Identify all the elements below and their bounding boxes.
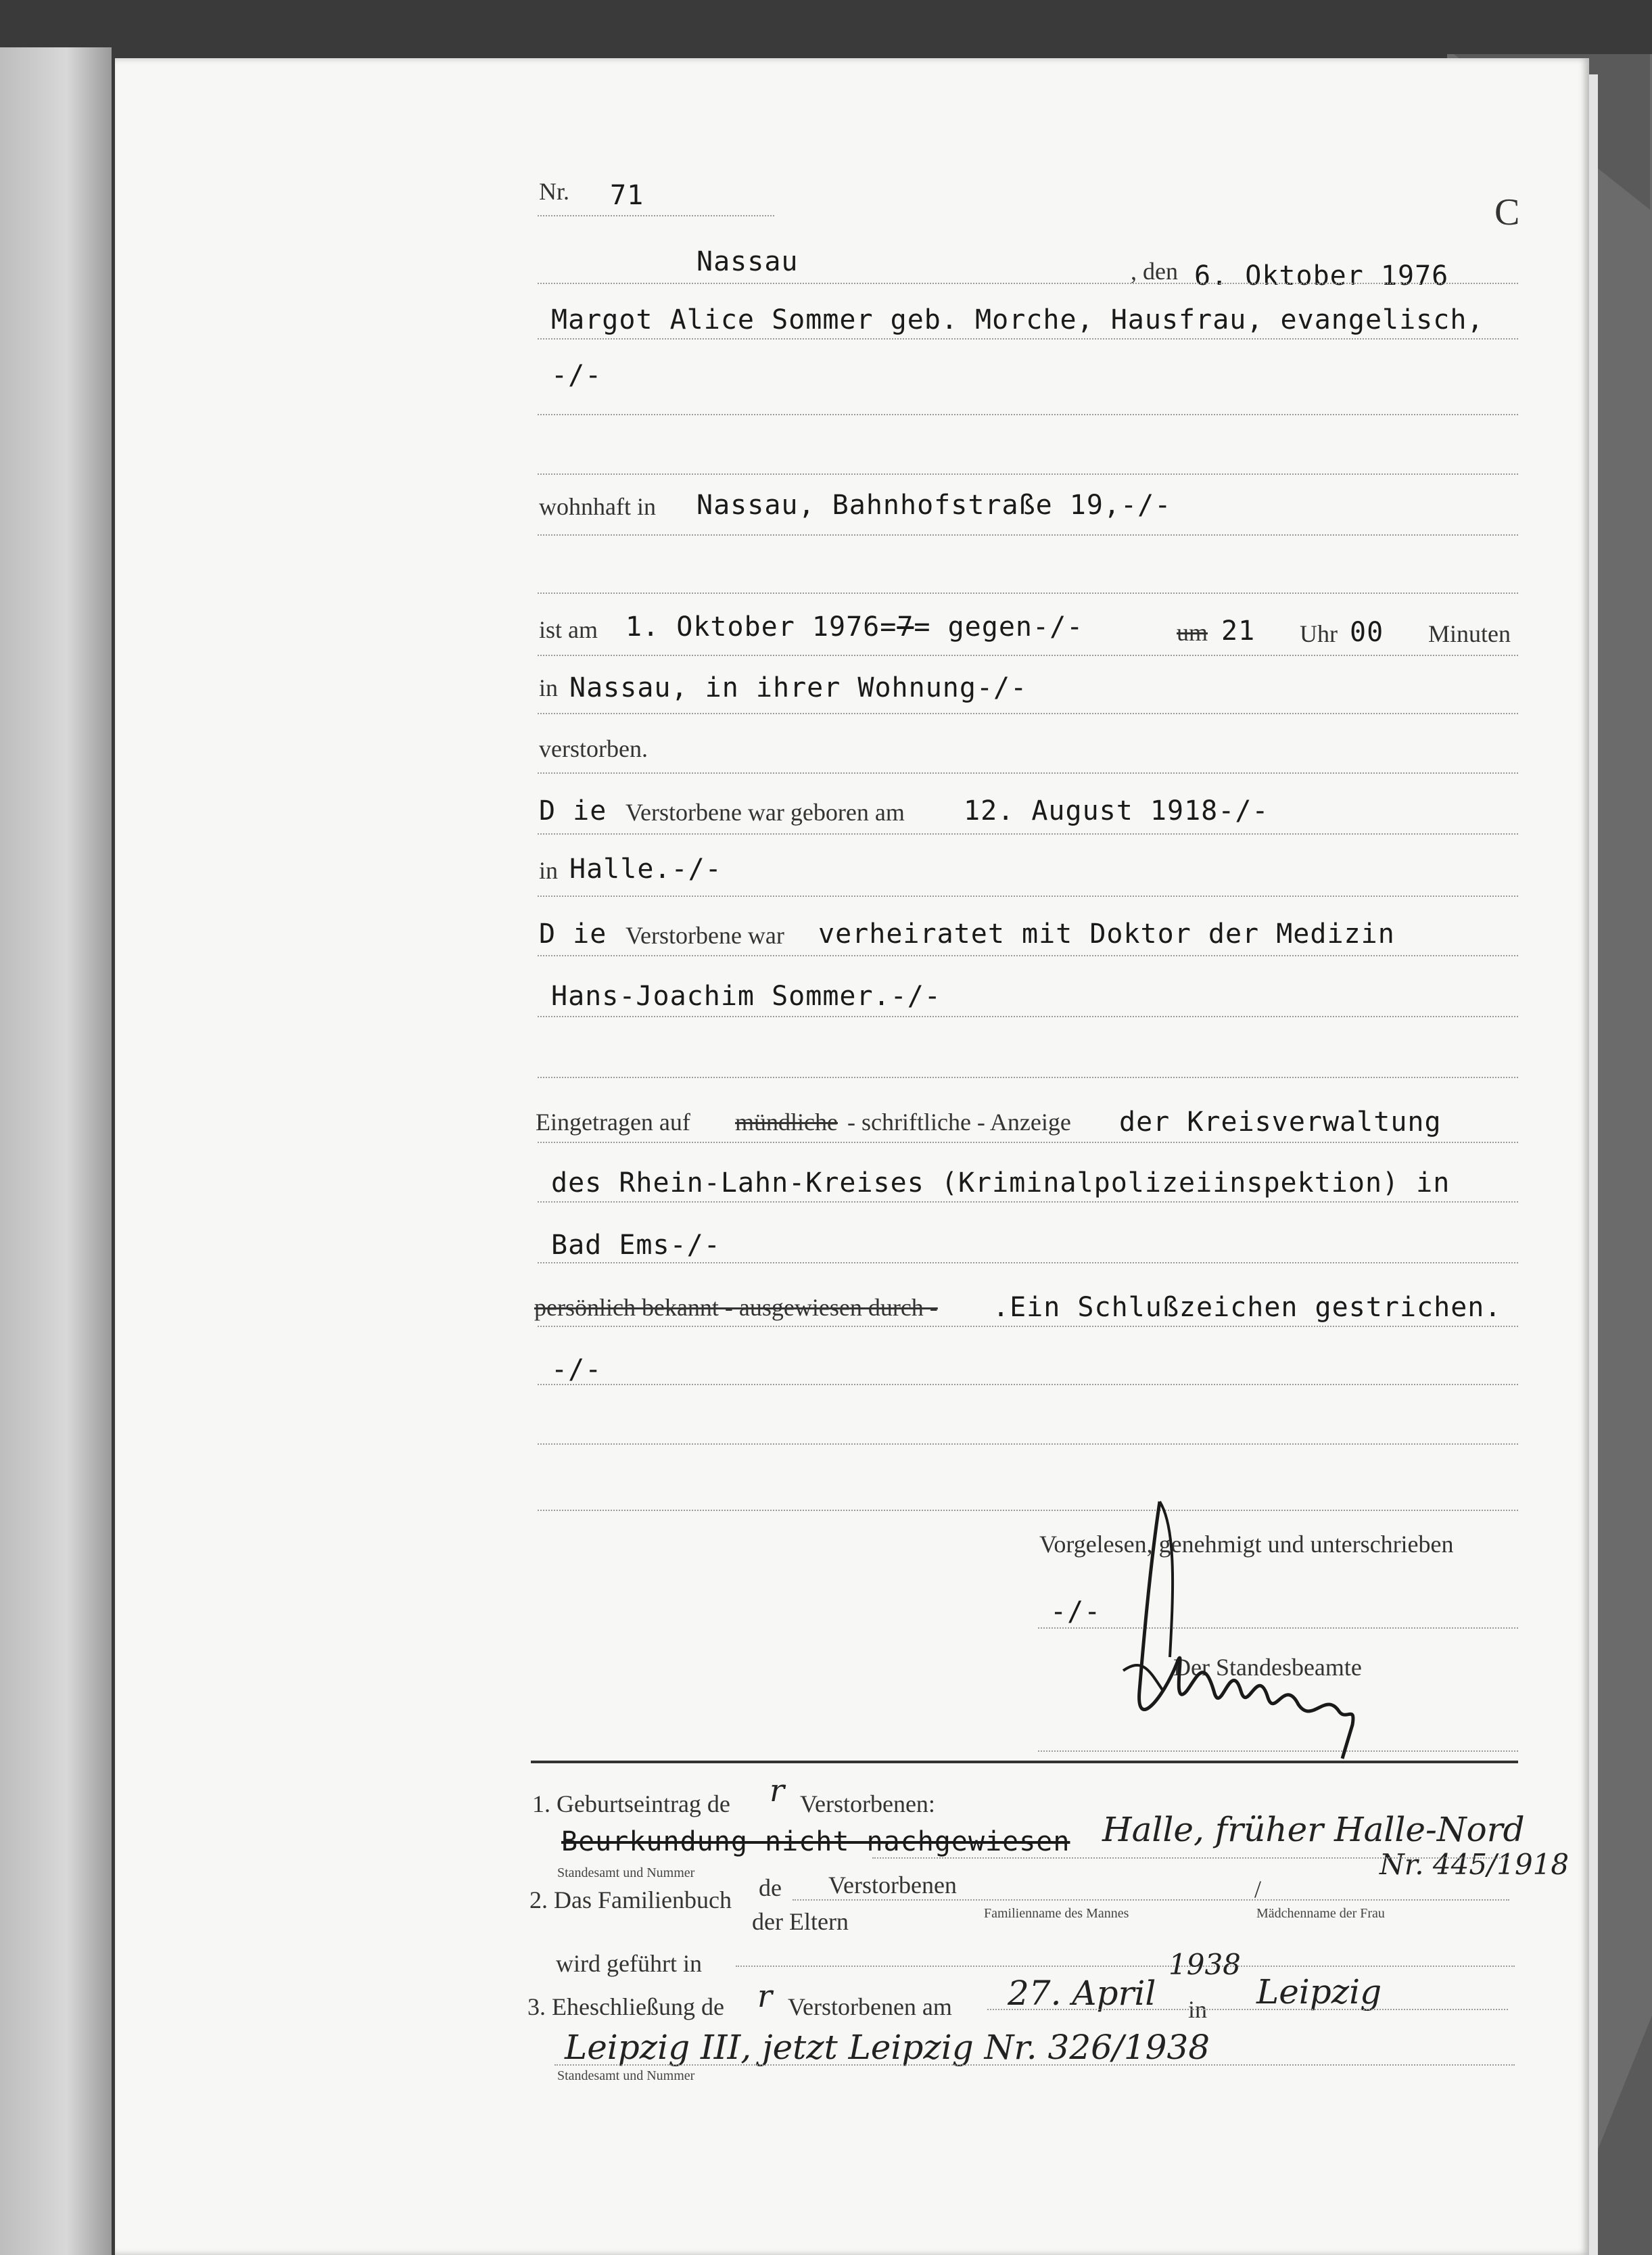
uhr-label: Uhr (1300, 620, 1338, 647)
marriage-place: Leipzig (1256, 1972, 1382, 2012)
footer-birth-register: Halle, früher Halle-Nord (1102, 1810, 1525, 1849)
rule (538, 414, 1518, 415)
spouse-line2: Hans-Joachim Sommer.-/- (551, 981, 941, 1012)
vorgelesen-label: Vorgelesen, genehmigt und unterschrieben (1039, 1531, 1454, 1558)
marriage-year: 1938 (1169, 1948, 1241, 1981)
rule (538, 1201, 1518, 1203)
section-rule (531, 1761, 1518, 1763)
geboren-label: Verstorbene war geboren am (626, 799, 905, 826)
familienname-label: Familienname des Mannes (984, 1906, 1129, 1921)
rule (538, 896, 1518, 897)
rule (538, 713, 1518, 714)
standesamt-label-2: Standesamt und Nummer (557, 2068, 695, 2083)
place: Nassau (697, 246, 799, 277)
verheiratet-label: Verstorbene war (626, 922, 784, 949)
rule (538, 338, 1518, 340)
rule (538, 1142, 1518, 1143)
footer-item3-label: 3. Eheschließung de (527, 1993, 724, 2020)
schluss-note: .Ein Schlußzeichen gestrichen. (993, 1292, 1502, 1323)
rule (987, 2009, 1508, 2010)
rule (538, 283, 1518, 284)
persoenlich-struck: persönlich bekannt - ausgewiesen durch - (534, 1294, 938, 1321)
maedchenname-label: Mädchenname der Frau (1256, 1906, 1385, 1921)
die-label-2: D ie (539, 919, 607, 950)
rule (538, 1077, 1518, 1078)
minuten-label: Minuten (1428, 620, 1511, 647)
footer-item2-label: 2. Das Familienbuch (529, 1886, 732, 1913)
standesamt-label: Standesamt und Nummer (557, 1865, 695, 1880)
ist-am-label: ist am (539, 616, 598, 643)
footer-item3-label2: Verstorbenen am (788, 1993, 952, 2020)
eingetragen-label: Eingetragen auf (536, 1109, 690, 1136)
marriage-office: Leipzig III, jetzt Leipzig Nr. 326/1938 (565, 2028, 1210, 2067)
person-line2: -/- (551, 360, 603, 391)
address: Nassau, Bahnhofstraße 19,-/- (697, 490, 1172, 521)
footer-item1-struck: Beurkundung nicht nachgewiesen (561, 1826, 1070, 1857)
rule (554, 2064, 1515, 2066)
rule (538, 1384, 1518, 1385)
birth-date: 12. August 1918-/- (964, 795, 1269, 827)
footer-item1-label: 1. Geburtseintrag de (532, 1790, 730, 1817)
rule (736, 1966, 1515, 1967)
eltern-label: der Eltern (752, 1908, 849, 1935)
record-number: 71 (610, 180, 644, 211)
record-date: 6. Oktober 1976 (1194, 260, 1449, 292)
gefuehrt-label: wird geführt in (556, 1950, 702, 1977)
nr-label: Nr. (539, 178, 569, 205)
de-label: de (759, 1874, 782, 1901)
person-line1: Margot Alice Sommer geb. Morche, Hausfrau, evangelisch, (551, 304, 1484, 335)
filler-line: -/- (551, 1354, 603, 1385)
authority-line2: des Rhein-Lahn-Kreises (Kriminalpolizeiinspektion) in (551, 1167, 1450, 1199)
verstorbenen-label: Verstorbenen (828, 1872, 957, 1899)
footer-birth-number: Nr. 445/1918 (1379, 1848, 1570, 1881)
register-page (115, 58, 1589, 2255)
in-label: in (539, 674, 559, 701)
rule (538, 534, 1518, 536)
rule (538, 1326, 1518, 1327)
schriftliche-label: - schriftliche - Anzeige (847, 1109, 1071, 1136)
birth-place: Halle.-/- (569, 854, 722, 885)
left-page (0, 47, 112, 2255)
die-label: D ie (539, 795, 607, 827)
rule (538, 1262, 1518, 1263)
rule (538, 1443, 1518, 1445)
standesbeamte-label: Der Standesbeamte (1173, 1654, 1362, 1681)
rule (538, 655, 1518, 656)
marriage-in-label: in (1188, 1996, 1208, 2023)
birth-in-label: in (539, 857, 559, 884)
footer-item1-r: r (770, 1772, 784, 1809)
name-separator: / (1254, 1876, 1262, 1903)
death-date: 1. Oktober 1976=7= gegen-/- (626, 611, 1084, 643)
spouse-line1: verheiratet mit Doktor der Medizin (818, 919, 1395, 950)
rule (793, 1899, 1509, 1901)
death-place: Nassau, in ihrer Wohnung-/- (569, 672, 1028, 703)
wohnhaft-label: wohnhaft in (539, 493, 656, 520)
death-minutes: 00 (1350, 617, 1384, 648)
muendliche-struck: mündliche (735, 1109, 838, 1136)
rule (872, 1857, 1508, 1859)
authority-line1: der Kreisverwaltung (1119, 1107, 1442, 1138)
rule (538, 955, 1518, 956)
authority-line3: Bad Ems-/- (551, 1230, 721, 1261)
rule (538, 215, 774, 216)
rule (538, 592, 1518, 594)
rule (538, 1016, 1518, 1017)
footer-item3-r: r (757, 1978, 772, 2014)
marriage-date: 27. April (1008, 1974, 1156, 2013)
rule (538, 833, 1518, 835)
den-label: , den (1131, 258, 1178, 285)
record-letter: C (1494, 191, 1520, 233)
footer-item1-label2: Verstorbenen: (800, 1790, 935, 1817)
um-struck: um (1177, 619, 1208, 646)
rule (538, 473, 1518, 475)
verstorben-label: verstorben. (539, 735, 648, 762)
official-signature (1123, 1488, 1447, 1840)
vorgelesen-value: -/- (1050, 1596, 1102, 1627)
death-hour: 21 (1221, 615, 1256, 647)
rule (538, 772, 1518, 774)
